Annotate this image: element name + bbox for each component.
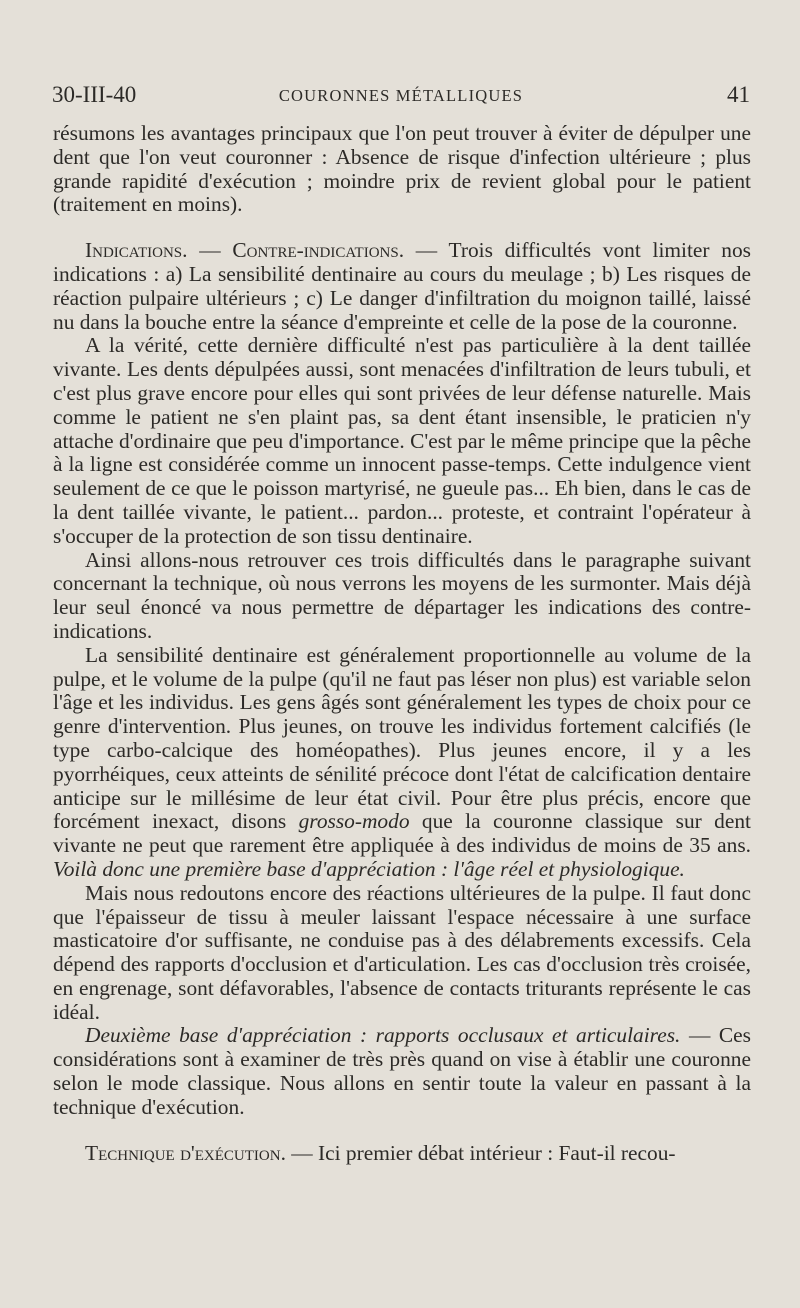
page-body	[53, 122, 751, 1165]
heading-technique: Technique d'exécution.	[85, 1140, 286, 1165]
heading-contre-indications: Contre-indications.	[232, 238, 405, 263]
page-number: 41	[727, 82, 750, 107]
paragraph-3: A la vérité, cette dernière difficulté n'est pas particulière à la dent taillée vivante. Les dents dépulpées aussi, sont menacées d'infiltration de leurs tubuli, et c'est plus grave encore pour elles qui sont privées de leur défense naturelle. Mais comme le patient ne s'en plaint pas, sa dent étant insensible, le praticien n'y attache d'ordinaire que peu d'importance. C'est par le même principe que la pêche à la ligne est considérée comme un innocent passe-temps. Cette indulgence vient seulement de ce que le poisson martyrisé, ne gueule pas... Eh bien, dans le cas de la dent taillée vivante, le patient... pardon... proteste, et contraint l'opérateur à s'occuper de la protection de son tissu dentinaire.	[53, 333, 751, 548]
first-basis-statement: Voilà donc une première base d'appréciation : l'âge réel et physiologique.	[53, 856, 685, 881]
paragraph-7	[53, 1024, 751, 1119]
paragraph-technique	[53, 1142, 751, 1166]
paragraph-indications	[53, 239, 751, 334]
second-basis-statement: Deuxième base d'appréciation : rapports occlusaux et articulaires.	[85, 1023, 681, 1048]
page-header	[52, 82, 750, 112]
running-title: COURONNES MÉTALLIQUES	[278, 86, 524, 105]
paragraph-4: Ainsi allons-nous retrouver ces trois difficultés dans le paragraphe suivant concernant la technique, où nous verrons les moyens de les surmonter. Mais déjà leur seul énoncé va nous permettre de départager les indications des contre-indications.	[53, 547, 751, 643]
heading-indications: Indications.	[85, 238, 188, 263]
italic-grosso-modo: grosso-modo	[298, 809, 410, 834]
paragraph-1: résumons les avantages principaux que l'on peut trouver à éviter de dépulper une dent que l'on veut couronner : Absence de risque d'infection ultérieure ; plus grande rapidité d'exécution ; moindre prix de revient global pour le patient (traitement en moins).	[53, 121, 751, 217]
heading-dash: —	[187, 238, 233, 263]
paragraph-5-text: La sensibilité dentinaire est généralement proportionnelle au volume de la pulpe, et le volume de la pulpe (qu'il ne faut pas léser non plus) est variable selon l'âge et les individus. Les gens âgés sont généralement les types de choix pour ce genre d'intervention. Plus jeunes, on trouve les individus fortement calcifiés (le type carbo-calcique des homéopathes). Plus jeunes encore, il y a les pyorrhéiques, ceux atteints de sénilité précoce dont l'état de calcification dentaire anticipe sur le millésime de leur état civil. Pour être plus précis, encore que forcément inexact, disons	[53, 642, 751, 834]
paragraph-7-text: — Ces considérations sont à examiner de très près quand on vise à établir une couronne selon le mode classique. Nous allons en sentir toute la valeur en passant à la technique d'exécution.	[53, 1023, 751, 1119]
paragraph-6: Mais nous redoutons encore des réactions ultérieures de la pulpe. Il faut donc que l'épaisseur de tissu à meuler laissant l'espace nécessaire à une surface masticatoire d'or suffisante, ne conduise pas à des délabrements excessifs. Cela dépend des rapports d'occlusion et d'articulation. Les cas d'occlusion très croisée, en engrenage, sont défavorables, l'absence de contacts triturants représente le cas idéal.	[53, 880, 751, 1024]
paragraph-indications-text: — Trois difficultés vont limiter nos indications : a) La sensibilité dentinaire au cours du meulage ; b) Les risques de réaction pulpaire ultérieurs ; c) Le danger d'infiltration du moignon taillé, laissé nu dans la bouche entre la séance d'empreinte et celle de la pose de la couronne.	[53, 238, 751, 334]
paragraph-technique-text: — Ici premier débat intérieur : Faut-il recou-	[285, 1140, 676, 1165]
paragraph-5	[53, 644, 751, 882]
header-date: 30-III-40	[52, 82, 137, 107]
paragraph-5-text-2: que la couronne classique sur dent vivante ne peut que rarement être appliquée à des individus de moins de 35 ans.	[53, 809, 752, 858]
